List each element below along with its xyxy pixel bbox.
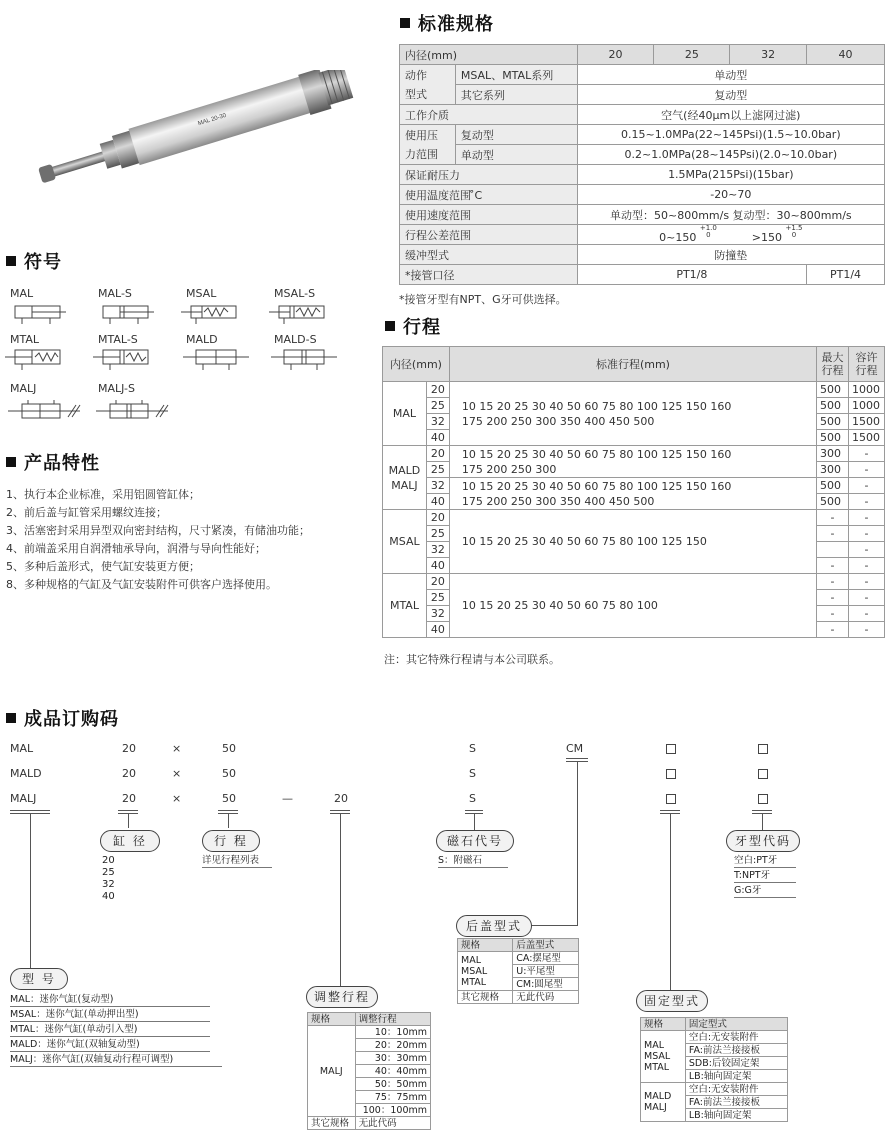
cylinder-product-image (30, 70, 375, 185)
mount-table: 规格 固定型式 MAL MSAL MTAL 空白:无安装附件 FA:前法兰接接板 SDB:后铰固定架 LB:轴向固定架 MALD MALJ 空白:无安装附件 FA:前法兰接接板 LB:轴向固定架 (640, 1017, 788, 1122)
pill-bore: 缸 径 (100, 830, 160, 852)
feature-item: 3、活塞密封采用异型双向密封结构，尺寸紧凑，有储油功能； (6, 524, 310, 537)
symbol-mtal-s-icon (93, 350, 148, 370)
symbol-label: MTAL-S (98, 333, 138, 346)
feature-item: 4、前端盖采用自润滑轴承导向，润滑与导向性能好； (6, 542, 266, 555)
symbol-mald-icon (183, 350, 249, 370)
symbol-mal-icon (15, 306, 66, 324)
adjust-stroke-table: 规格 调整行程 MALJ 10：10mm 20：20mm 30：30mm 40：40mm 50：50mm 75：75mm 100：100mm 其它规格 无此代码 (307, 1012, 431, 1130)
rear-cover-table: 规格 后盖型式 MAL MSAL MTAL CA:摆尾型 U:平尾型 CM:圆尾型 其它规格 无此代码 (457, 938, 579, 1004)
symbol-label: MALJ (10, 382, 37, 395)
pill-magnet: 磁石代号 (436, 830, 514, 852)
feature-item: 8、多种规格的气缸及气缸安装附件可供客户选择使用。 (6, 578, 277, 591)
symbol-msal-s-icon (269, 306, 324, 324)
stroke-note: 注：其它特殊行程请与本公司联系。 (384, 653, 560, 666)
pill-model: 型 号 (10, 968, 68, 990)
symbol-mal-s-icon (103, 306, 154, 324)
section-title-symbol: 符号 (6, 248, 62, 274)
checkbox-box-icon (758, 744, 768, 754)
symbol-label: MALJ-S (98, 382, 135, 395)
checkbox-box-icon (666, 769, 676, 779)
checkbox-box-icon (758, 794, 768, 804)
spec-table: 内径(mm) 20 25 32 40 动作 MSAL、MTAL系列 单动型 型式 其它系列 复动型 工作介质 空气(经40μm以上滤网过滤) 使用压 复动型 0.15~1.0MPa(22~145Psi)(1.5~10.0bar) 力范围 单动型 0.2~1.0MPa(28~145Psi)(2.0~10.0bar) 保证耐压力 1.5MPa(215Psi)(15bar) 使用温度范围 ̊C -20~70 使用速度范围 单动型：50~800mm/s 复动型：30~800mm/s 行程公差范围 0~150 +1.0 0 >150 +1.5 0 缓冲型式 防撞垫 *接管口径 PT1/8 PT1/4 (399, 44, 885, 285)
product-label: MAL 20-30 (197, 112, 227, 128)
section-title-spec: 标准规格 (400, 10, 494, 36)
pill-adjust-stroke: 调整行程 (306, 986, 378, 1008)
spec-header-bore: 内径(mm) (400, 45, 578, 65)
symbol-msal-icon (181, 306, 236, 324)
checkbox-box-icon (666, 744, 676, 754)
pneumatic-symbols (0, 300, 360, 425)
symbol-label: MAL-S (98, 287, 132, 300)
feature-item: 1、执行本企业标准，采用铝圆管缸体； (6, 488, 200, 501)
feature-item: 2、前后盖与缸管采用螺纹连接； (6, 506, 167, 519)
bore-list: 20 25 32 40 (102, 855, 115, 902)
stroke-note-label: 详见行程列表 (202, 854, 272, 868)
checkbox-box-icon (758, 769, 768, 779)
symbol-label: MTAL (10, 333, 40, 346)
feature-item: 5、多种后盖形式，使气缸安装更方便； (6, 560, 200, 573)
pill-thread: 牙型代码 (726, 830, 800, 852)
checkbox-box-icon (666, 794, 676, 804)
symbol-label: MSAL (186, 287, 217, 300)
section-title-order: 成品订购码 (6, 705, 119, 731)
spec-note: *接管牙型有NPT、G牙可供选择。 (399, 293, 567, 306)
symbol-label: MAL (10, 287, 34, 300)
section-title-features: 产品特性 (6, 449, 100, 475)
symbol-label: MALD (186, 333, 218, 346)
pill-rear-cover: 后盖型式 (456, 915, 532, 937)
pill-stroke: 行 程 (202, 830, 260, 852)
pill-mount: 固定型式 (636, 990, 708, 1012)
section-title-stroke: 行程 (385, 313, 441, 339)
symbol-malj-s-icon (96, 400, 168, 418)
symbol-mald-s-icon (271, 350, 337, 370)
symbol-malj-icon (8, 400, 80, 418)
symbol-label: MSAL-S (274, 287, 316, 300)
stroke-tolerance-cell: 0~150 +1.0 0 >150 +1.5 0 (577, 225, 884, 245)
symbol-mtal-icon (5, 350, 60, 370)
stroke-table: 内径(mm) 标准行程(mm) 最大行程 容许行程 MAL 20 10 15 20 25 30 40 50 60 75 80 100 125 150 160 175 200 250 300 350 400 450 500 500 1000 25 500 1000 32 500 1500 40 500 1500 MALD MALJ 20 10 15 20 25 30 40 50 60 75 80 100 125 150 160 175 200 250 300 300 - 25 300 - 32 10 15 20 25 30 40 50 60 75 80 100 125 150 160 175 200 250 300 350 400 450 500 500 - 40 500 - MSAL 20 10 15 20 25 30 40 50 60 75 80 100 125 150 - - 25 - - 32 - 40 - - MTAL 20 10 15 20 25 30 40 50 60 75 80 100 - - 25 - - 32 - - 40 - - (382, 346, 885, 638)
magnet-note-label: S：附磁石 (438, 854, 508, 868)
symbol-label: MALD-S (274, 333, 317, 346)
